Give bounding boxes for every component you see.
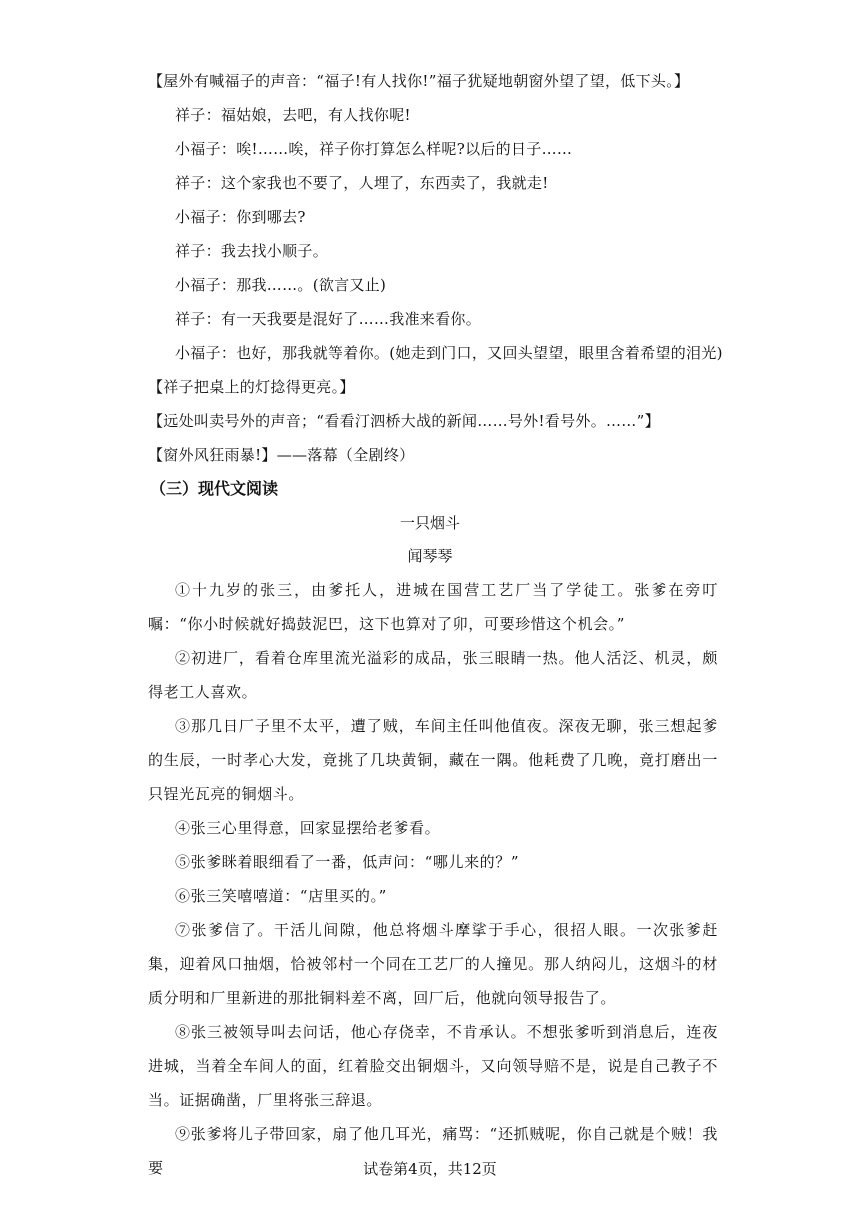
drama-dialogue-line: 祥子：我去找小顺子。 [175, 242, 329, 260]
drama-stage-direction: 【屋外有喊福子的声音：“福子!有人找你!”福子犹疑地朝窗外望了望，低下头。】 [148, 72, 690, 90]
article-paragraph: ④张三心里得意，回家显摆给老爹看。 [175, 819, 441, 837]
article-paragraph: ③那几日厂子里不太平，遭了贼，车间主任叫他值夜。深夜无聊，张三想起爹的生辰，一时孝心大发，竟挑了几块黄铜，藏在一隅。他耗费了几晚，竟打磨出一只锃光瓦亮的铜烟斗。 [148, 717, 718, 803]
drama-dialogue-line: 小福子：你到哪去? [175, 208, 306, 226]
drama-dialogue-line: 祥子：有一天我要是混好了……我准来看你。 [175, 310, 482, 328]
drama-dialogue-line: 小福子：那我……。(欲言又止) [175, 276, 387, 294]
article-paragraph: ⑨张爹将儿子带回家，扇了他几耳光，痛骂：“还抓贼呢，你自己就是个贼！我要 [148, 1125, 718, 1177]
article-paragraph: ⑦张爹信了。干活儿间隙，他总将烟斗摩挲于手心，很招人眼。一次张爹赶集，迎着风口抽烟，恰被邻村一个同在工艺厂的人撞见。那人纳闷儿，这烟斗的材质分明和厂里新进的那批铜料差不离，回厂后，他就向领导报告了。 [148, 921, 718, 1007]
article-paragraph: ⑤张爹眯着眼细看了一番，低声问：“哪儿来的？” [175, 853, 520, 871]
drama-stage-direction: 【祥子把桌上的灯捻得更亮。】 [148, 378, 355, 396]
drama-stage-direction: 【窗外风狂雨暴!】——落幕（全剧终） [148, 446, 415, 464]
article-title: 一只烟斗 [399, 514, 460, 532]
section-heading: （三）现代文阅读 [150, 479, 279, 498]
drama-dialogue-line: 祥子：福姑娘，去吧，有人找你呢! [175, 106, 411, 124]
drama-dialogue-line: 小福子：也好，那我就等着你。(她走到门口，又回头望望，眼里含着希望的泪光) [175, 344, 723, 362]
article-paragraph: ①十九岁的张三，由爹托人，进城在国营工艺厂当了学徒工。张爹在旁叮嘱：“你小时候就好捣鼓泥巴，这下也算对了卯，可要珍惜这个机会。” [148, 581, 718, 633]
article-paragraph: ⑥张三笑嘻嘻道：“店里买的。” [175, 887, 387, 905]
article-paragraph: ②初进厂，看着仓库里流光溢彩的成品，张三眼睛一热。他人活泛、机灵，颇得老工人喜欢。 [148, 649, 718, 701]
article-author: 闻琴琴 [407, 547, 453, 565]
page-footer: 试卷第4页，共12页 [363, 1160, 497, 1178]
drama-stage-direction: 【远处叫卖号外的声音；“看看汀泗桥大战的新闻……号外!看号外。……”】 [148, 412, 660, 430]
drama-dialogue-line: 祥子：这个家我也不要了，人埋了，东西卖了，我就走! [175, 174, 549, 192]
drama-dialogue-line: 小福子：唉!……唉，祥子你打算怎么样呢?以后的日子…… [175, 140, 573, 158]
article-paragraph: ⑧张三被领导叫去问话，他心存侥幸，不肯承认。不想张爹听到消息后，连夜进城，当着全车间人的面，红着脸交出铜烟斗，又向领导赔不是，说是自己教子不当。证据确凿，厂里将张三辞退。 [148, 1023, 718, 1109]
